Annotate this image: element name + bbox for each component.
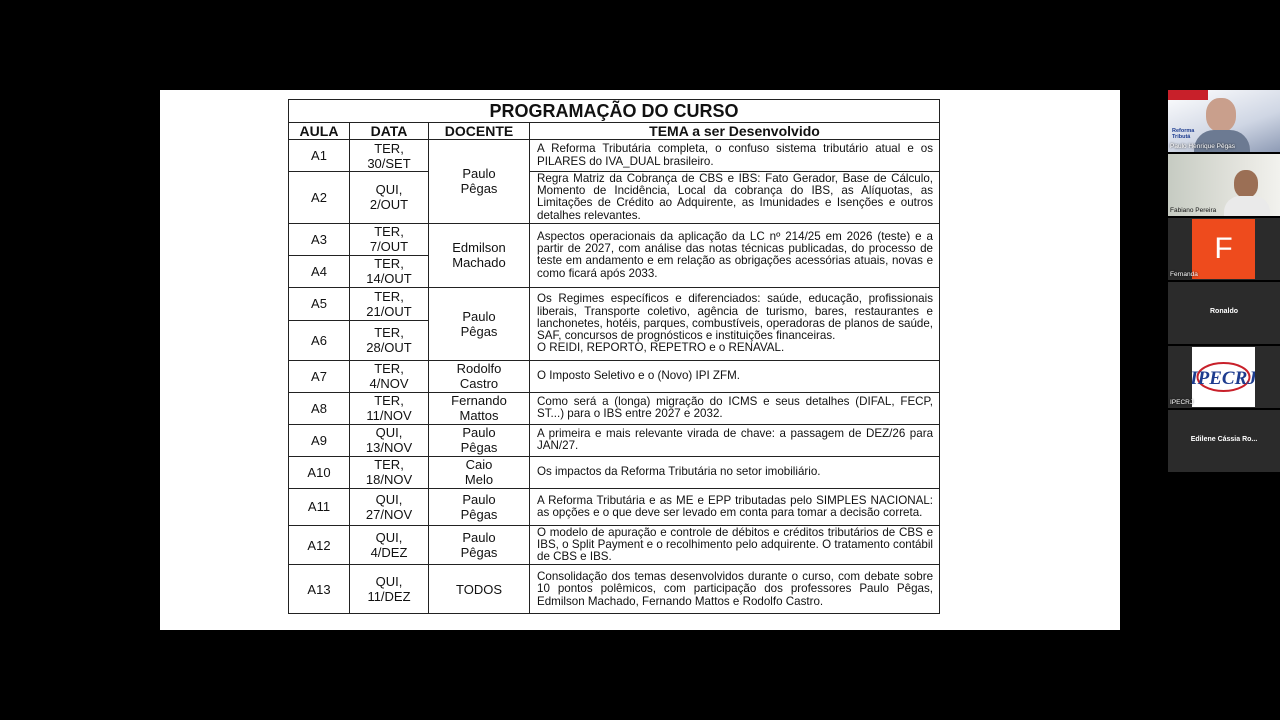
participant-name: Edilene Cássia Ro... <box>1190 436 1258 443</box>
aula-cell: A5 <box>289 287 350 320</box>
aula-cell: A3 <box>289 223 350 255</box>
person-body <box>1224 196 1270 216</box>
aula-cell: A2 <box>289 172 350 224</box>
docente-cell: Caio Melo <box>429 456 530 488</box>
table-row <box>289 287 940 320</box>
table-row <box>289 424 940 456</box>
data-cell: TER, 28/OUT <box>350 320 429 360</box>
aula-cell: A1 <box>289 140 350 172</box>
ipecrj-logo-graphic <box>1192 347 1255 407</box>
table-title-row <box>289 100 940 123</box>
participant-tile-edilene[interactable] <box>1168 410 1280 472</box>
data-cell: TER, 18/NOV <box>350 456 429 488</box>
docente-cell: Edmilson Machado <box>429 223 530 287</box>
aula-cell: A7 <box>289 360 350 392</box>
data-cell: QUI, 2/OUT <box>350 172 429 224</box>
docente-cell: Paulo Pêgas <box>429 488 530 525</box>
tema-cell: Os impactos da Reforma Tributária no setor imobiliário. <box>530 456 940 488</box>
data-cell: TER, 14/OUT <box>350 255 429 287</box>
tema-cell: Consolidação dos temas desenvolvidos durante o curso, com debate sobre 10 pontos polêmicos, com participação dos professores Paulo Pêgas, Edmilson Machado, Fernando Mattos e Rodolfo Castro. <box>530 565 940 614</box>
docente-cell: Paulo Pêgas <box>429 140 530 224</box>
person-head <box>1234 170 1258 198</box>
data-cell: QUI, 11/DEZ <box>350 565 429 614</box>
table-header-row <box>289 123 940 140</box>
table-row <box>289 456 940 488</box>
data-cell: TER, 21/OUT <box>350 287 429 320</box>
tema-cell: A Reforma Tributária completa, o confuso sistema tributário atual e os PILARES do IVA_DUAL brasileiro. <box>530 140 940 172</box>
docente-cell: Rodolfo Castro <box>429 360 530 392</box>
participant-tile-paulo[interactable] <box>1168 90 1280 152</box>
aula-cell: A10 <box>289 456 350 488</box>
docente-cell: Paulo Pêgas <box>429 525 530 565</box>
aula-cell: A13 <box>289 565 350 614</box>
participant-name: Fabiano Pereira <box>1170 207 1217 214</box>
course-schedule-table <box>288 99 940 614</box>
docente-cell: Paulo Pêgas <box>429 287 530 360</box>
svg-text:IPECRJ: IPECRJ <box>1192 368 1255 389</box>
data-cell: TER, 30/SET <box>350 140 429 172</box>
participant-tile-fernanda[interactable] <box>1168 218 1280 280</box>
tema-cell: O modelo de apuração e controle de débitos e créditos tributários de CBS e IBS, o Split Payment e o recolhimento pelo adquirente. O tratamento contábil de CBS e IBS. <box>530 525 940 565</box>
participant-name: Ronaldo <box>1210 308 1238 315</box>
avatar: F <box>1192 219 1255 279</box>
participant-name: Fernanda <box>1170 271 1198 278</box>
data-cell: QUI, 27/NOV <box>350 488 429 525</box>
data-cell: QUI, 13/NOV <box>350 424 429 456</box>
table-row <box>289 525 940 565</box>
banner-text: Reforma Tributá <box>1172 128 1195 140</box>
tema-cell: Como será a (longa) migração do ICMS e seus detalhes (DIFAL, FECP, ST...) para o IBS entre 2027 e 2032. <box>530 392 940 424</box>
participant-name: Paulo Henrique Pêgas <box>1170 143 1236 150</box>
table-row <box>289 392 940 424</box>
table-row <box>289 565 940 614</box>
aula-cell: A12 <box>289 525 350 565</box>
data-cell: QUI, 4/DEZ <box>350 525 429 565</box>
participant-name: IPECRJ <box>1170 399 1194 406</box>
participant-tile-ipecrj[interactable] <box>1168 346 1280 408</box>
header-tema: TEMA a ser Desenvolvido <box>530 123 940 140</box>
ipecrj-logo <box>1192 347 1255 407</box>
header-docente: DOCENTE <box>429 123 530 140</box>
table-row <box>289 223 940 255</box>
aula-cell: A9 <box>289 424 350 456</box>
table-row <box>289 140 940 172</box>
tema-cell: A Reforma Tributária e as ME e EPP tributadas pelo SIMPLES NACIONAL: as opções e o que deve ser levado em conta para tomar a decisão correta. <box>530 488 940 525</box>
table-row <box>289 488 940 525</box>
docente-cell: Paulo Pêgas <box>429 424 530 456</box>
header-aula: AULA <box>289 123 350 140</box>
table-title: PROGRAMAÇÃO DO CURSO <box>289 100 940 123</box>
data-cell: TER, 7/OUT <box>350 223 429 255</box>
person-head <box>1206 98 1236 132</box>
header-data: DATA <box>350 123 429 140</box>
docente-cell: Fernando Mattos <box>429 392 530 424</box>
banner-red-band <box>1168 90 1208 100</box>
tema-cell: Os Regimes específicos e diferenciados: saúde, educação, profissionais liberais, Transporte coletivo, agência de turismo, bares, restaurantes e lanchonetes, hotéis, parques, combustíveis, operadoras de planos de saúde, SAF, concursos de prognósticos e instituições financeiras. O REIDI, REPORTO, REPETRO e o RENAVAL. <box>530 287 940 360</box>
aula-cell: A11 <box>289 488 350 525</box>
data-cell: TER, 4/NOV <box>350 360 429 392</box>
tema-cell: Regra Matriz da Cobrança de CBS e IBS: Fato Gerador, Base de Cálculo, Momento de Incidência, Local da cobrança do IBS, as Alíquotas, as Limitações de Crédito ao Adquirente, as Imunidades e Isenções e outros detalhes relevantes. <box>530 172 940 224</box>
tema-cell: A primeira e mais relevante virada de chave: a passagem de DEZ/26 para JAN/27. <box>530 424 940 456</box>
aula-cell: A4 <box>289 255 350 287</box>
aula-cell: A8 <box>289 392 350 424</box>
data-cell: TER, 11/NOV <box>350 392 429 424</box>
aula-cell: A6 <box>289 320 350 360</box>
participant-tile-fabiano[interactable] <box>1168 154 1280 216</box>
tema-cell: O Imposto Seletivo e o (Novo) IPI ZFM. <box>530 360 940 392</box>
participant-tile-ronaldo[interactable] <box>1168 282 1280 344</box>
tema-cell: Aspectos operacionais da aplicação da LC nº 214/25 em 2026 (teste) e a partir de 2027, com análise das notas técnicas publicadas, do processo de teste em andamento e em relação as obrigações acessórias atuais, novas e como ficará após 2033. <box>530 223 940 287</box>
docente-cell: TODOS <box>429 565 530 614</box>
table-row <box>289 172 940 224</box>
table-row <box>289 360 940 392</box>
